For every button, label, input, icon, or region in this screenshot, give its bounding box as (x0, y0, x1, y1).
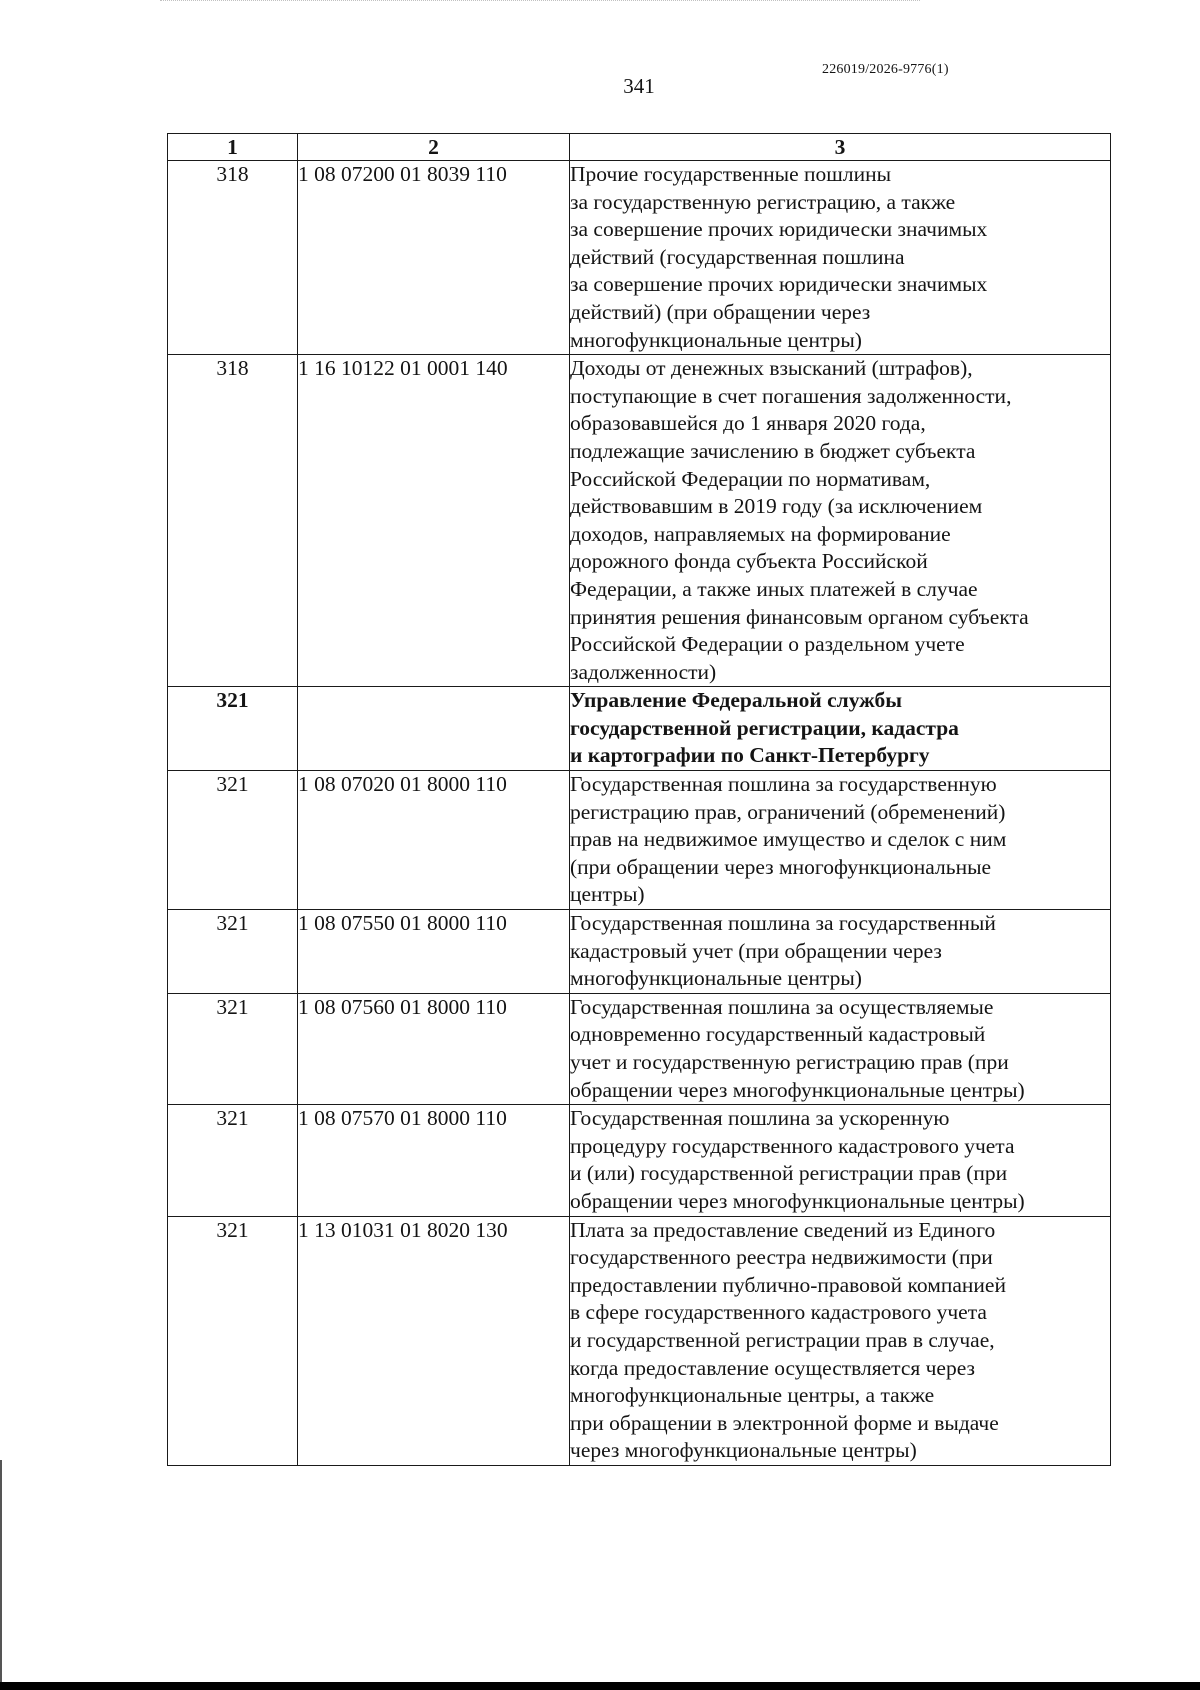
table-body (168, 161, 1111, 1466)
description-line: в сфере государственного кадастрового учета (570, 1300, 987, 1325)
description-line: Государственная пошлина за государственный (570, 911, 996, 936)
budget-code-cell: 1 08 07200 01 8039 110 (298, 161, 570, 355)
agency-code-cell: 321 (168, 771, 298, 910)
description-line: принятия решения финансовым органом субъекта (570, 604, 1029, 629)
description-cell (570, 355, 1111, 687)
scan-top-artifact (160, 0, 920, 4)
table-row (168, 1105, 1111, 1216)
agency-code-cell: 321 (168, 687, 298, 771)
description-line: учет и государственную регистрацию прав (при (570, 1050, 1009, 1074)
description-line: действий (государственная пошлина (570, 244, 905, 269)
table-row (168, 993, 1111, 1104)
table-header-row (168, 134, 1111, 161)
description-line: Федерации, а также иных платежей в случае (570, 576, 978, 601)
table-row (168, 1216, 1111, 1465)
column-header-2: 2 (298, 134, 570, 161)
description-line: Государственная пошлина за осуществляемые (570, 994, 994, 1019)
description-line: одновременно государственный кадастровый (570, 1022, 986, 1047)
description-line: и государственной регистрации прав в случае, (570, 1327, 995, 1352)
description-line: и картографии по Санкт-Петербургу (570, 743, 930, 768)
table-row (168, 910, 1111, 994)
description-line: Плата за предоставление сведений из Единого (570, 1217, 996, 1242)
description-line: задолженности) (570, 659, 717, 684)
table-row (168, 771, 1111, 910)
description-line: за государственную регистрацию, а также (570, 189, 956, 214)
description-cell (570, 993, 1111, 1104)
description-line: при обращении в электронной форме и выдаче (570, 1410, 999, 1435)
agency-code-cell: 321 (168, 993, 298, 1104)
description-line: обращении через многофункциональные центры) (570, 1077, 1025, 1102)
description-line: Государственная пошлина за ускоренную (570, 1106, 950, 1131)
description-cell (570, 771, 1111, 910)
description-line: когда предоставление осуществляется через (570, 1355, 976, 1380)
table-row (168, 161, 1111, 355)
description-line: Российской Федерации по нормативам, (570, 466, 931, 491)
description-line: многофункциональные центры, а также (570, 1383, 935, 1408)
budget-code-cell (298, 687, 570, 771)
description-line: прав на недвижимое имущество и сделок с ним (570, 827, 1007, 852)
description-line: Российской Федерации о раздельном учете (570, 632, 965, 657)
description-line: Государственная пошлина за государственную (570, 772, 997, 797)
description-line: (при обращении через многофункциональные (570, 854, 992, 879)
description-line: образовавшейся до 1 января 2020 года, (570, 411, 926, 436)
budget-code-cell: 1 08 07550 01 8000 110 (298, 910, 570, 994)
description-line: процедуру государственного кадастрового учета (570, 1133, 1015, 1158)
budget-code-cell: 1 16 10122 01 0001 140 (298, 355, 570, 687)
column-header-3: 3 (570, 134, 1111, 161)
description-line: поступающие в счет погашения задолженности, (570, 383, 1012, 408)
description-line: многофункциональные центры) (570, 966, 862, 991)
column-header-1: 1 (168, 134, 298, 161)
description-line: за совершение прочих юридически значимых (570, 272, 988, 297)
table-row (168, 687, 1111, 771)
description-line: дорожного фонда субъекта Российской (570, 549, 928, 574)
description-line: кадастровый учет (при обращении через (570, 938, 942, 963)
description-cell (570, 161, 1111, 355)
scan-bottom-artifact (0, 1682, 1200, 1690)
agency-code-cell: 321 (168, 1105, 298, 1216)
description-line: предоставлении публично-правовой компанией (570, 1272, 1006, 1297)
description-line: Управление Федеральной службы (570, 688, 903, 713)
description-line: доходов, направляемых на формирование (570, 521, 951, 546)
description-line: Прочие государственные пошлины (570, 162, 892, 186)
description-line: центры) (570, 882, 645, 907)
agency-code-cell: 318 (168, 355, 298, 687)
description-cell (570, 910, 1111, 994)
budget-code-cell: 1 08 07020 01 8000 110 (298, 771, 570, 910)
description-line: государственного реестра недвижимости (при (570, 1245, 993, 1270)
agency-code-cell: 321 (168, 910, 298, 994)
description-cell (570, 687, 1111, 771)
agency-code-cell: 318 (168, 161, 298, 355)
description-line: за совершение прочих юридически значимых (570, 217, 988, 242)
revenue-codes-table (167, 133, 1111, 1466)
budget-code-cell: 1 08 07570 01 8000 110 (298, 1105, 570, 1216)
description-line: Доходы от денежных взысканий (штрафов), (570, 356, 973, 381)
budget-code-cell: 1 08 07560 01 8000 110 (298, 993, 570, 1104)
agency-code-cell: 321 (168, 1216, 298, 1465)
description-line: регистрацию прав, ограничений (обременений) (570, 799, 1006, 824)
description-line: обращении через многофункциональные центры) (570, 1188, 1025, 1213)
scan-edge-artifact (0, 1460, 2, 1682)
description-line: многофункциональные центры) (570, 327, 862, 352)
budget-code-cell: 1 13 01031 01 8020 130 (298, 1216, 570, 1465)
description-cell (570, 1105, 1111, 1216)
description-line: государственной регистрации, кадастра (570, 715, 959, 740)
description-line: подлежащие зачислению в бюджет субъекта (570, 438, 976, 463)
document-id: 226019/2026-9776(1) (822, 62, 949, 77)
description-cell (570, 1216, 1111, 1465)
description-line: и (или) государственной регистрации прав (при (570, 1161, 1008, 1186)
description-line: через многофункциональные центры) (570, 1438, 917, 1463)
table-row (168, 355, 1111, 687)
description-line: действий) (при обращении через (570, 299, 871, 324)
page-number: 341 (623, 74, 655, 98)
description-line: действовавшим в 2019 году (за исключением (570, 494, 983, 519)
